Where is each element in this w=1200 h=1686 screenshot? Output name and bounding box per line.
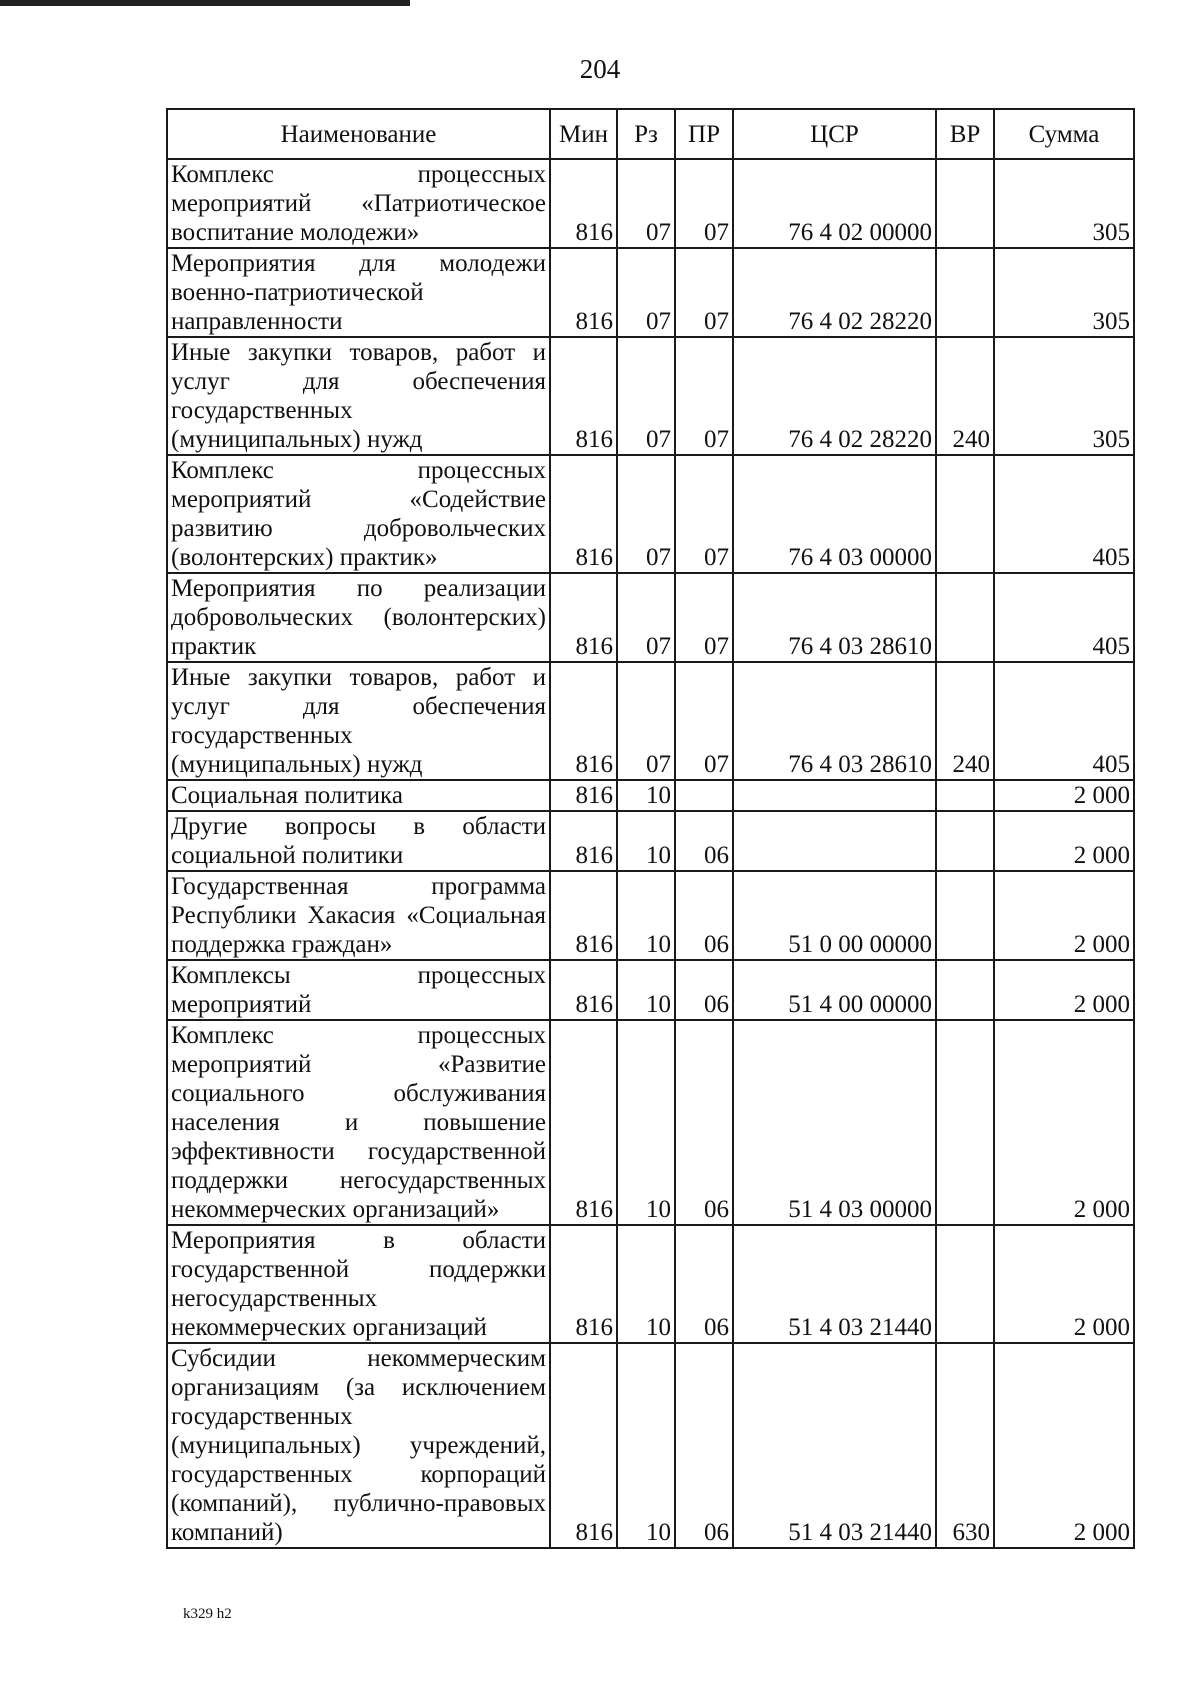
row-sum: 305 xyxy=(994,337,1134,455)
row-csr xyxy=(733,780,936,811)
table-header-row xyxy=(167,109,1134,159)
row-vr xyxy=(936,1020,994,1225)
row-rz: 07 xyxy=(617,455,675,573)
row-sum: 2 000 xyxy=(994,1225,1134,1343)
table-row xyxy=(167,811,1134,871)
row-rz: 10 xyxy=(617,811,675,871)
row-pr: 07 xyxy=(675,248,733,337)
row-vr: 630 xyxy=(936,1343,994,1548)
row-pr: 06 xyxy=(675,1020,733,1225)
row-name: Мероприятия по реализации добровольческих (волонтерских) практик xyxy=(167,573,550,662)
row-min: 816 xyxy=(550,811,617,871)
page-number: 204 xyxy=(579,54,621,84)
table-row xyxy=(167,960,1134,1020)
row-vr xyxy=(936,573,994,662)
row-sum: 2 000 xyxy=(994,811,1134,871)
row-name: Комплексы процессных мероприятий xyxy=(167,960,550,1020)
row-csr: 76 4 02 28220 xyxy=(733,248,936,337)
header-pr: ПР xyxy=(675,109,733,159)
row-min: 816 xyxy=(550,1225,617,1343)
row-min: 816 xyxy=(550,780,617,811)
row-name: Мероприятия для молодежи военно-патриотической направленности xyxy=(167,248,550,337)
row-sum: 405 xyxy=(994,455,1134,573)
row-csr: 51 4 03 21440 xyxy=(733,1225,936,1343)
row-rz: 10 xyxy=(617,871,675,960)
row-name: Мероприятия в области государственной поддержки негосударственных некоммерческих организаций xyxy=(167,1225,550,1343)
row-vr xyxy=(936,960,994,1020)
row-sum: 305 xyxy=(994,159,1134,248)
row-vr xyxy=(936,811,994,871)
row-rz: 10 xyxy=(617,780,675,811)
row-rz: 07 xyxy=(617,337,675,455)
row-rz: 07 xyxy=(617,573,675,662)
table-row xyxy=(167,337,1134,455)
row-rz: 07 xyxy=(617,248,675,337)
row-vr: 240 xyxy=(936,337,994,455)
row-vr xyxy=(936,780,994,811)
row-csr: 51 4 03 21440 xyxy=(733,1343,936,1548)
footer-document-code: k329 h2 xyxy=(183,1606,232,1622)
row-vr xyxy=(936,1225,994,1343)
row-name: Социальная политика xyxy=(167,780,550,811)
row-name: Государственная программа Республики Хакасия «Социальная поддержка граждан» xyxy=(167,871,550,960)
table-row xyxy=(167,248,1134,337)
row-rz: 10 xyxy=(617,1020,675,1225)
table-row xyxy=(167,1225,1134,1343)
row-csr: 51 4 03 00000 xyxy=(733,1020,936,1225)
row-pr: 06 xyxy=(675,871,733,960)
row-csr xyxy=(733,811,936,871)
row-min: 816 xyxy=(550,960,617,1020)
row-vr xyxy=(936,871,994,960)
table-row xyxy=(167,455,1134,573)
row-pr: 06 xyxy=(675,1225,733,1343)
table-row xyxy=(167,662,1134,780)
budget-table xyxy=(166,108,1135,1549)
table-row xyxy=(167,780,1134,811)
row-sum: 405 xyxy=(994,573,1134,662)
row-pr: 07 xyxy=(675,159,733,248)
row-sum: 2 000 xyxy=(994,960,1134,1020)
row-name: Иные закупки товаров, работ и услуг для обеспечения государственных (муниципальных) нужд xyxy=(167,662,550,780)
header-sum: Сумма xyxy=(994,109,1134,159)
table-row xyxy=(167,1020,1134,1225)
row-csr: 51 0 00 00000 xyxy=(733,871,936,960)
row-pr: 07 xyxy=(675,573,733,662)
table-row xyxy=(167,573,1134,662)
row-vr xyxy=(936,159,994,248)
row-min: 816 xyxy=(550,662,617,780)
budget-table-frame xyxy=(166,108,1133,1549)
row-name: Комплекс процессных мероприятий «Развитие социального обслуживания населения и повышение эффективности государственной поддержки негосударственных некоммерческих организаций» xyxy=(167,1020,550,1225)
row-name: Комплекс процессных мероприятий «Содействие развитию добровольческих (волонтерских) практик» xyxy=(167,455,550,573)
row-csr: 76 4 03 28610 xyxy=(733,662,936,780)
row-pr: 07 xyxy=(675,337,733,455)
row-pr: 06 xyxy=(675,1343,733,1548)
row-csr: 76 4 03 28610 xyxy=(733,573,936,662)
row-sum: 2 000 xyxy=(994,1343,1134,1548)
row-min: 816 xyxy=(550,337,617,455)
row-min: 816 xyxy=(550,1020,617,1225)
row-rz: 07 xyxy=(617,159,675,248)
row-min: 816 xyxy=(550,159,617,248)
row-name: Субсидии некоммерческим организациям (за исключением государственных (муниципальных) учреждений, государственных корпораций (компаний), публично-правовых компаний) xyxy=(167,1343,550,1548)
row-pr: 07 xyxy=(675,455,733,573)
row-name: Иные закупки товаров, работ и услуг для обеспечения государственных (муниципальных) нужд xyxy=(167,337,550,455)
row-pr: 06 xyxy=(675,811,733,871)
row-pr: 06 xyxy=(675,960,733,1020)
header-vr: ВР xyxy=(936,109,994,159)
row-vr: 240 xyxy=(936,662,994,780)
row-rz: 10 xyxy=(617,1343,675,1548)
header-rz: Рз xyxy=(617,109,675,159)
row-sum: 2 000 xyxy=(994,780,1134,811)
table-row xyxy=(167,871,1134,960)
table-row xyxy=(167,159,1134,248)
row-min: 816 xyxy=(550,248,617,337)
row-csr: 76 4 02 28220 xyxy=(733,337,936,455)
top-edge-rule xyxy=(0,0,410,6)
row-sum: 305 xyxy=(994,248,1134,337)
header-min: Мин xyxy=(550,109,617,159)
header-csr: ЦСР xyxy=(733,109,936,159)
row-name: Комплекс процессных мероприятий «Патриотическое воспитание молодежи» xyxy=(167,159,550,248)
row-rz: 10 xyxy=(617,1225,675,1343)
row-min: 816 xyxy=(550,455,617,573)
row-sum: 2 000 xyxy=(994,1020,1134,1225)
row-min: 816 xyxy=(550,573,617,662)
row-rz: 10 xyxy=(617,960,675,1020)
row-vr xyxy=(936,248,994,337)
row-min: 816 xyxy=(550,1343,617,1548)
row-csr: 76 4 02 00000 xyxy=(733,159,936,248)
table-row xyxy=(167,1343,1134,1548)
row-vr xyxy=(936,455,994,573)
header-name: Наименование xyxy=(167,109,550,159)
row-sum: 2 000 xyxy=(994,871,1134,960)
row-min: 816 xyxy=(550,871,617,960)
row-csr: 76 4 03 00000 xyxy=(733,455,936,573)
row-name: Другие вопросы в области социальной политики xyxy=(167,811,550,871)
row-rz: 07 xyxy=(617,662,675,780)
row-pr xyxy=(675,780,733,811)
row-pr: 07 xyxy=(675,662,733,780)
row-sum: 405 xyxy=(994,662,1134,780)
row-csr: 51 4 00 00000 xyxy=(733,960,936,1020)
